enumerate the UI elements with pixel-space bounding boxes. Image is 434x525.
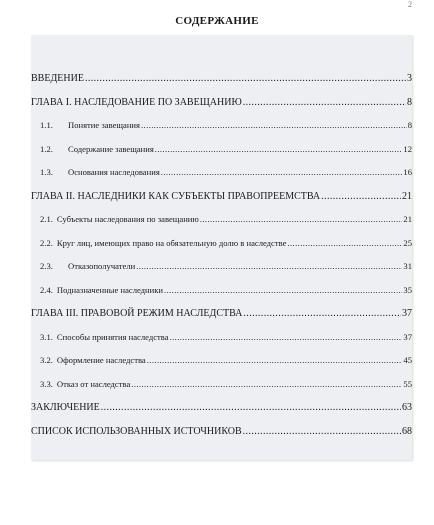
toc-entry-title [40,138,154,162]
toc-section-entry[interactable] [31,208,412,232]
toc-dot-leader [141,114,407,138]
toc-entry-text: Круг лиц, имеющих право на обязательную долю в наследстве [56,237,287,248]
toc-entry-title [31,185,320,209]
toc-chapter-entry[interactable] [31,91,412,115]
toc-entry-text: ГЛАВА I. НАСЛЕДОВАНИЕ ПО ЗАВЕЩАНИЮ [31,96,242,108]
toc-page-number: 37 [402,308,412,319]
toc-entry-title [40,349,146,373]
toc-entry-title [40,326,169,350]
toc-page-number: 63 [402,402,412,413]
toc-section-entry[interactable] [31,161,412,185]
toc-entry-number: 1.3. [40,167,53,177]
toc-entry-title [31,396,100,420]
toc-section-entry[interactable] [31,114,412,138]
toc-page-number: 68 [402,425,412,437]
toc-dot-leader [243,302,401,326]
toc-section-entry[interactable] [31,279,412,303]
toc-entry-number: 2.4. [40,284,53,295]
toc-page-number: 8 [407,96,412,108]
toc-entry-title [40,114,140,138]
table-of-contents [31,67,412,443]
toc-dot-leader [161,161,403,185]
toc-entry-text: Основания наследования [68,167,160,177]
toc-entry-title [31,91,242,115]
toc-page-number: 3 [407,73,412,84]
toc-section-entry[interactable] [31,349,412,373]
toc-page-number: 8 [407,120,412,130]
toc-page-number: 37 [403,331,412,342]
toc-entry-number: 2.2. [40,237,53,248]
toc-entry-title [40,161,160,185]
toc-dot-leader [321,185,401,209]
toc-entry-text: ГЛАВА III. ПРАВОВОЙ РЕЖИМ НАСЛЕДСТВА [31,308,243,319]
toc-dot-leader [170,326,403,350]
toc-section-entry[interactable] [31,138,412,162]
toc-page-number: 21 [403,214,412,224]
toc-section-entry[interactable] [31,255,412,279]
toc-page-number: 35 [403,284,412,295]
toc-entry-text: Отказополучатели [68,261,136,271]
toc-entry-title [40,232,286,256]
toc-entry-title [31,420,242,444]
toc-chapter-entry[interactable] [31,302,412,326]
toc-entry-text: Отказ от наследства [56,378,131,389]
toc-entry-text: Содержание завещания [68,143,154,154]
toc-dot-leader [85,67,406,91]
toc-dot-leader [155,138,403,162]
toc-page-number: 25 [403,237,412,248]
toc-page-number: 16 [403,167,412,177]
toc-entry-number: 2.1. [40,214,53,224]
toc-entry-text: ГЛАВА II. НАСЛЕДНИКИ КАК СУБЪЕКТЫ ПРАВОПРЕЕМСТВА [31,190,321,202]
toc-entry-title [40,279,163,303]
toc-entry-number: 3.3. [40,378,53,389]
page-number: 2 [408,0,412,9]
toc-entry-title [40,373,130,397]
toc-chapter-entry[interactable] [31,67,412,91]
toc-section-entry[interactable] [31,326,412,350]
toc-entry-title [31,302,242,326]
toc-dot-leader [200,208,403,232]
toc-page-number: 45 [403,355,412,365]
toc-entry-text: СПИСОК ИСПОЛЬЗОВАННЫХ ИСТОЧНИКОВ [31,425,242,437]
toc-dot-leader [101,396,401,420]
toc-entry-title [40,208,199,232]
toc-entry-text: Субъекты наследования по завещанию [56,214,199,224]
toc-page-number: 21 [402,190,412,202]
toc-entry-title [40,255,135,279]
toc-entry-number: 2.3. [40,261,53,271]
toc-chapter-entry[interactable] [31,420,412,444]
toc-dot-leader [287,232,402,256]
toc-entry-number: 1.1. [40,120,53,130]
toc-dot-leader [131,373,402,397]
toc-entry-text: ВВЕДЕНИЕ [31,73,84,84]
toc-dot-leader [243,91,406,115]
toc-dot-leader [243,420,401,444]
toc-dot-leader [164,279,402,303]
toc-entry-text: Оформление наследства [56,355,146,365]
toc-entry-title [31,67,84,91]
toc-section-entry[interactable] [31,232,412,256]
toc-entry-text: Способы принятия наследства [56,331,169,342]
toc-entry-text: Подназначенные наследники [56,284,164,295]
toc-page-number: 31 [403,261,412,271]
toc-dot-leader [136,255,402,279]
toc-page-number: 12 [403,143,412,154]
toc-entry-number: 1.2. [40,143,53,154]
toc-entry-number: 3.2. [40,355,53,365]
toc-dot-leader [147,349,403,373]
toc-entry-text: ЗАКЛЮЧЕНИЕ [31,402,100,413]
toc-chapter-entry[interactable] [31,185,412,209]
toc-page-number: 55 [403,378,412,389]
toc-entry-number: 3.1. [40,331,53,342]
toc-entry-text: Понятие завещания [68,120,140,130]
toc-heading: СОДЕРЖАНИЕ [175,15,259,27]
toc-chapter-entry[interactable] [31,396,412,420]
toc-section-entry[interactable] [31,373,412,397]
